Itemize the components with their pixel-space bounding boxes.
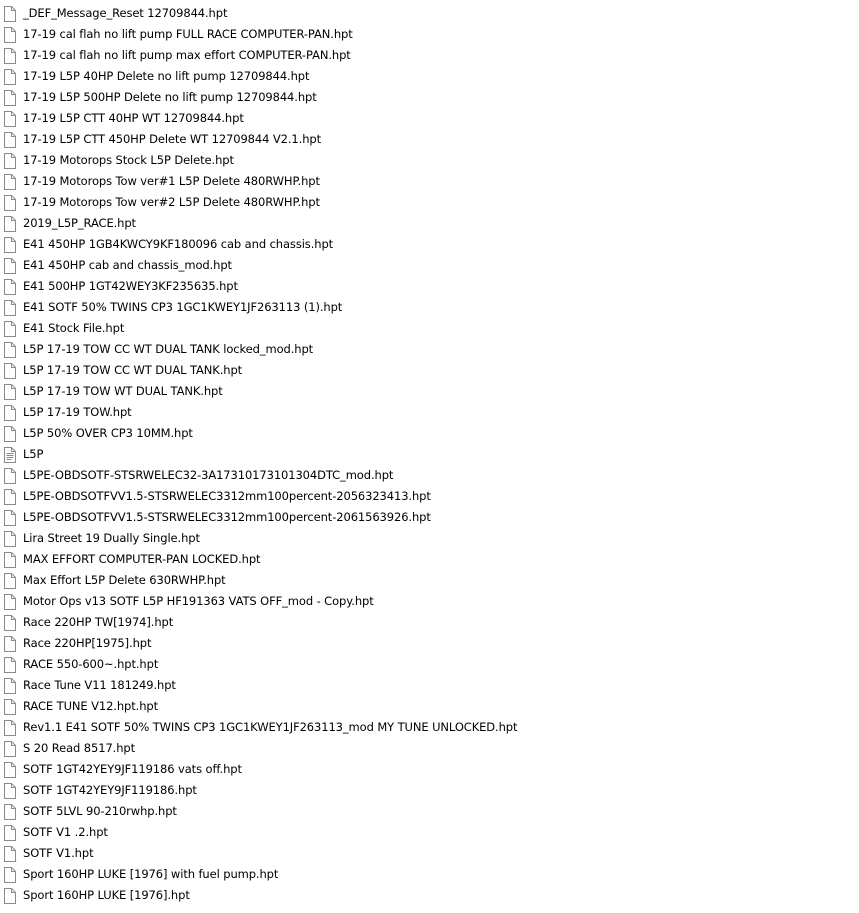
file-name: Race Tune V11 181249.hpt [23,678,176,692]
file-item[interactable] [0,444,859,465]
file-item[interactable] [0,759,859,780]
file-item[interactable] [0,717,859,738]
file-item[interactable] [0,108,859,129]
blank-file-icon [4,552,16,568]
file-item[interactable] [0,843,859,864]
file-name: 17-19 cal flah no lift pump max effort COMPUTER-PAN.hpt [23,48,351,62]
file-name: E41 450HP 1GB4KWCY9KF180096 cab and chassis.hpt [23,237,334,251]
file-item[interactable] [0,66,859,87]
file-item[interactable] [0,612,859,633]
file-name: _DEF_Message_Reset 12709844.hpt [23,6,228,20]
file-item[interactable] [0,402,859,423]
blank-file-icon [4,258,16,274]
file-name: SOTF V1.hpt [23,846,94,860]
blank-file-icon [4,825,16,841]
blank-file-icon [4,615,16,631]
file-item[interactable] [0,360,859,381]
blank-file-icon [4,741,16,757]
file-item[interactable] [0,423,859,444]
file-name: L5PE-OBDSOTFVV1.5-STSRWELEC3312mm100percent-2061563926.hpt [23,510,431,524]
file-item[interactable] [0,234,859,255]
file-item[interactable] [0,675,859,696]
file-name: S 20 Read 8517.hpt [23,741,136,755]
blank-file-icon [4,132,16,148]
file-name: 17-19 L5P 40HP Delete no lift pump 12709844.hpt [23,69,310,83]
blank-file-icon [4,510,16,526]
blank-file-icon [4,636,16,652]
blank-file-icon [4,468,16,484]
file-name: L5P 50% OVER CP3 10MM.hpt [23,426,193,440]
blank-file-icon [4,48,16,64]
blank-file-icon [4,6,16,22]
blank-file-icon [4,573,16,589]
file-name: L5P 17-19 TOW WT DUAL TANK.hpt [23,384,223,398]
file-item[interactable] [0,171,859,192]
blank-file-icon [4,69,16,85]
blank-file-icon [4,342,16,358]
file-item[interactable] [0,276,859,297]
blank-file-icon [4,384,16,400]
file-name: 17-19 Motorops Stock L5P Delete.hpt [23,153,234,167]
file-item[interactable] [0,801,859,822]
file-name: Race 220HP TW[1974].hpt [23,615,174,629]
file-item[interactable] [0,339,859,360]
file-item[interactable] [0,507,859,528]
file-item[interactable] [0,633,859,654]
blank-file-icon [4,90,16,106]
file-item[interactable] [0,570,859,591]
file-name: L5PE-OBDSOTFVV1.5-STSRWELEC3312mm100percent-2056323413.hpt [23,489,431,503]
file-name: RACE TUNE V12.hpt.hpt [23,699,159,713]
file-name: Sport 160HP LUKE [1976] with fuel pump.hpt [23,867,279,881]
file-item[interactable] [0,87,859,108]
blank-file-icon [4,321,16,337]
file-item[interactable] [0,738,859,759]
file-name: 2019_L5P_RACE.hpt [23,216,136,230]
file-item[interactable] [0,864,859,885]
blank-file-icon [4,867,16,883]
blank-file-icon [4,27,16,43]
file-item[interactable] [0,885,859,906]
file-name: 17-19 cal flah no lift pump FULL RACE COMPUTER-PAN.hpt [23,27,353,41]
file-item[interactable] [0,654,859,675]
blank-file-icon [4,279,16,295]
blank-file-icon [4,216,16,232]
file-item[interactable] [0,318,859,339]
file-name: Rev1.1 E41 SOTF 50% TWINS CP3 1GC1KWEY1JF263113_mod MY TUNE UNLOCKED.hpt [23,720,518,734]
file-name: 17-19 L5P 500HP Delete no lift pump 12709844.hpt [23,90,317,104]
blank-file-icon [4,174,16,190]
blank-file-icon [4,531,16,547]
file-item[interactable] [0,297,859,318]
file-name: 17-19 L5P CTT 40HP WT 12709844.hpt [23,111,244,125]
file-item[interactable] [0,255,859,276]
file-name: L5P 17-19 TOW CC WT DUAL TANK.hpt [23,363,243,377]
blank-file-icon [4,699,16,715]
file-item[interactable] [0,192,859,213]
file-name: Sport 160HP LUKE [1976].hpt [23,888,190,902]
file-item[interactable] [0,45,859,66]
file-name: Max Effort L5P Delete 630RWHP.hpt [23,573,226,587]
blank-file-icon [4,195,16,211]
file-name: L5P 17-19 TOW CC WT DUAL TANK locked_mod.hpt [23,342,314,356]
file-name: 17-19 Motorops Tow ver#2 L5P Delete 480RWHP.hpt [23,195,320,209]
file-item[interactable] [0,381,859,402]
file-name: 17-19 Motorops Tow ver#1 L5P Delete 480RWHP.hpt [23,174,320,188]
blank-file-icon [4,363,16,379]
file-item[interactable] [0,3,859,24]
file-name: SOTF 1GT42YEY9JF119186.hpt [23,783,197,797]
file-name: L5P 17-19 TOW.hpt [23,405,132,419]
blank-file-icon [4,846,16,862]
blank-file-icon [4,489,16,505]
file-item[interactable] [0,213,859,234]
file-item[interactable] [0,486,859,507]
blank-file-icon [4,720,16,736]
file-name: SOTF V1 .2.hpt [23,825,108,839]
blank-file-icon [4,657,16,673]
file-name: E41 SOTF 50% TWINS CP3 1GC1KWEY1JF263113 (1).hpt [23,300,343,314]
blank-file-icon [4,300,16,316]
blank-file-icon [4,678,16,694]
file-name: 17-19 L5P CTT 450HP Delete WT 12709844 V2.1.hpt [23,132,321,146]
file-item[interactable] [0,780,859,801]
file-list [0,3,859,906]
file-item[interactable] [0,528,859,549]
blank-file-icon [4,111,16,127]
file-name: SOTF 5LVL 90-210rwhp.hpt [23,804,177,818]
file-name: SOTF 1GT42YEY9JF119186 vats off.hpt [23,762,242,776]
file-item[interactable] [0,549,859,570]
blank-file-icon [4,762,16,778]
blank-file-icon [4,426,16,442]
file-name: E41 500HP 1GT42WEY3KF235635.hpt [23,279,238,293]
file-name: L5P [23,447,44,461]
blank-file-icon [4,804,16,820]
file-item[interactable] [0,150,859,171]
blank-file-icon [4,888,16,904]
file-item[interactable] [0,696,859,717]
file-name: Lira Street 19 Dually Single.hpt [23,531,200,545]
blank-file-icon [4,405,16,421]
file-item[interactable] [0,822,859,843]
file-name: Race 220HP[1975].hpt [23,636,152,650]
file-name: MAX EFFORT COMPUTER-PAN LOCKED.hpt [23,552,261,566]
file-item[interactable] [0,24,859,45]
file-name: L5PE-OBDSOTF-STSRWELEC32-3A17310173101304DTC_mod.hpt [23,468,394,482]
file-name: RACE 550-600~.hpt.hpt [23,657,159,671]
blank-file-icon [4,783,16,799]
file-item[interactable] [0,591,859,612]
text-file-icon [4,447,16,463]
file-name: Motor Ops v13 SOTF L5P HF191363 VATS OFF_mod - Copy.hpt [23,594,374,608]
blank-file-icon [4,153,16,169]
file-item[interactable] [0,465,859,486]
blank-file-icon [4,594,16,610]
file-name: E41 450HP cab and chassis_mod.hpt [23,258,232,272]
file-name: E41 Stock File.hpt [23,321,125,335]
blank-file-icon [4,237,16,253]
file-item[interactable] [0,129,859,150]
